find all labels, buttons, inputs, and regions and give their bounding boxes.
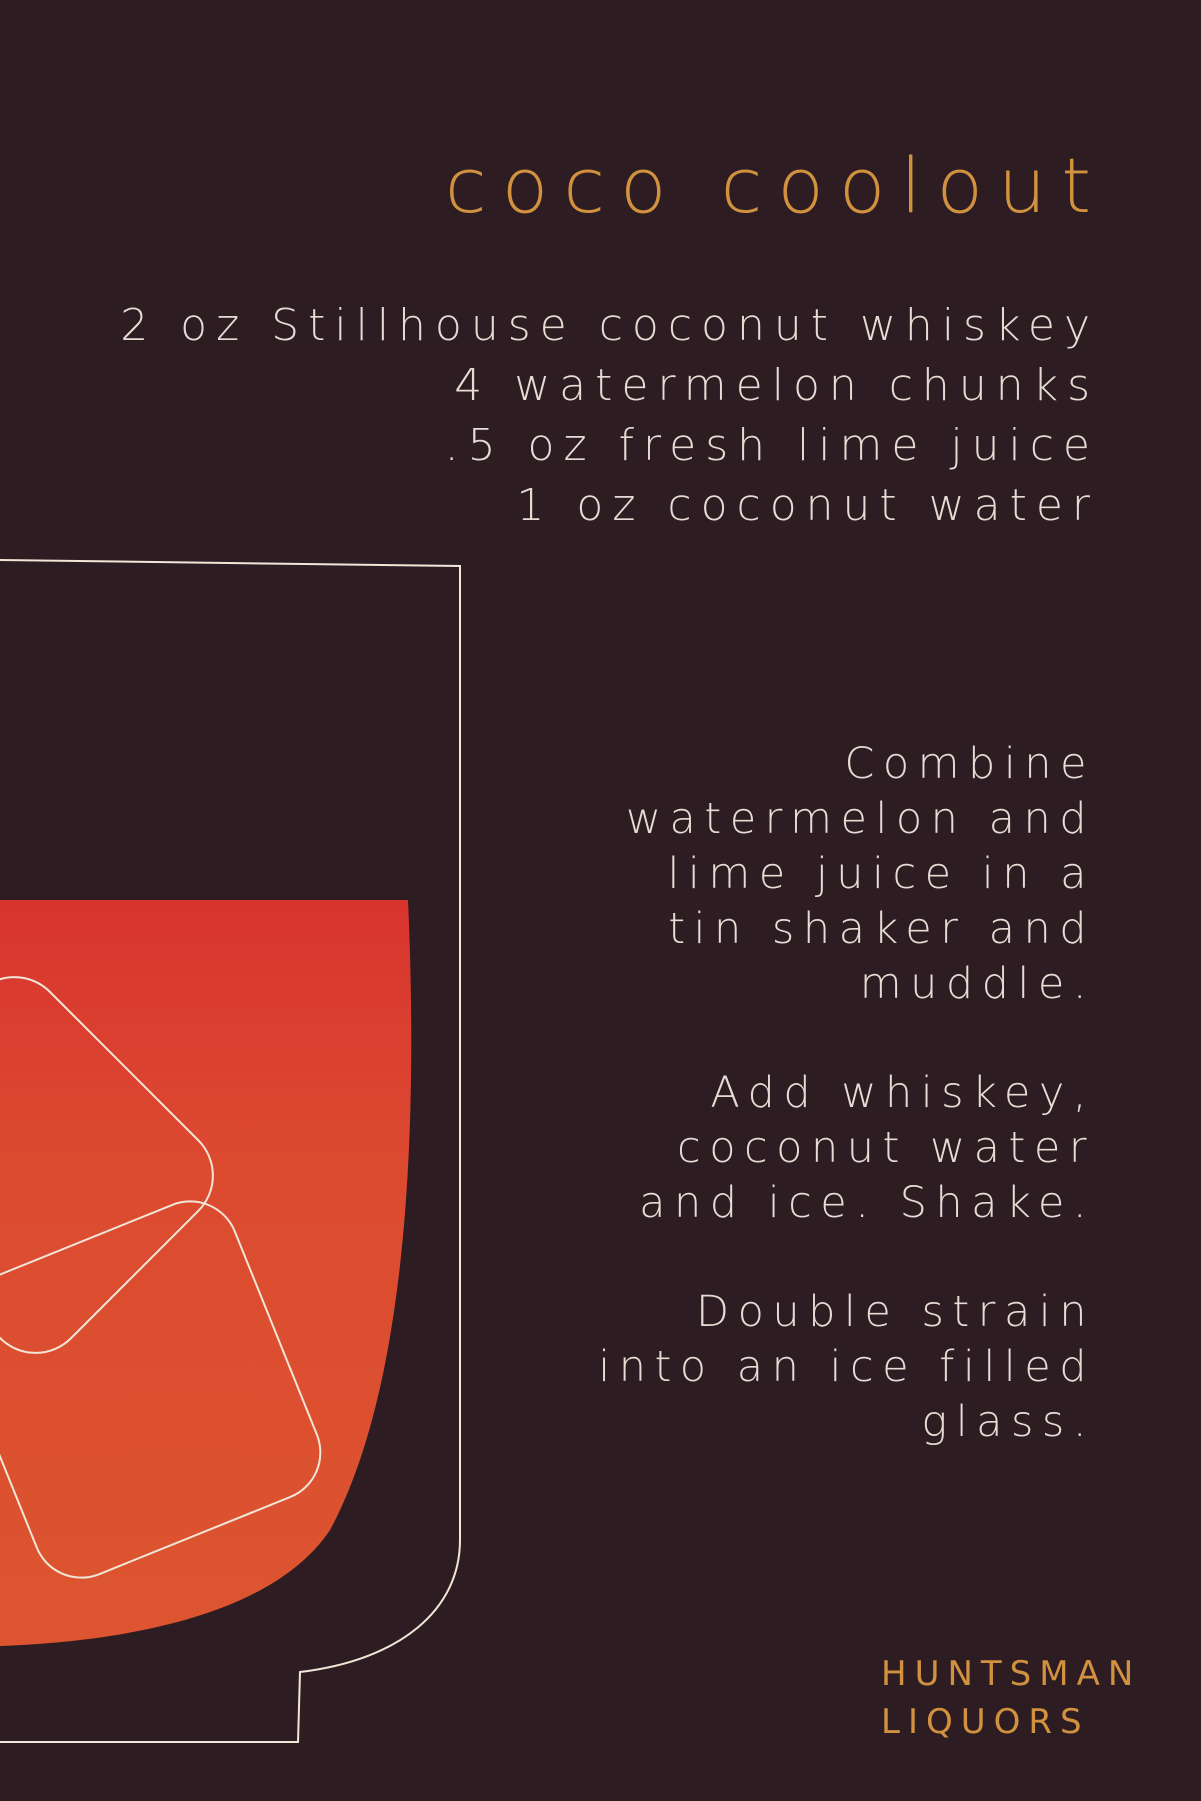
instruction-steps	[565, 737, 1095, 1504]
ingredient-item: .5 oz fresh lime juice	[444, 420, 1099, 471]
ingredient-list	[120, 296, 1099, 536]
drink-liquid	[0, 900, 411, 1646]
cocktail-title: coco coolout	[444, 141, 1106, 230]
ingredient-item: 4 watermelon chunks	[454, 360, 1099, 411]
brand-logo	[881, 1650, 1141, 1746]
instruction-step: Combine watermelon and lime juice in a tin shaker and muddle.	[625, 739, 1095, 1009]
brand-name-line1: HUNTSMAN	[881, 1654, 1142, 1694]
instruction-step: Double strain into an ice filled glass.	[598, 1287, 1095, 1447]
ingredient-item: 1 oz coconut water	[516, 480, 1099, 531]
ingredient-item: 2 oz Stillhouse coconut whiskey	[120, 300, 1099, 351]
brand-name-line2: LIQUORS	[881, 1702, 1090, 1742]
instruction-step: Add whiskey, coconut water and ice. Shake.	[639, 1068, 1095, 1228]
